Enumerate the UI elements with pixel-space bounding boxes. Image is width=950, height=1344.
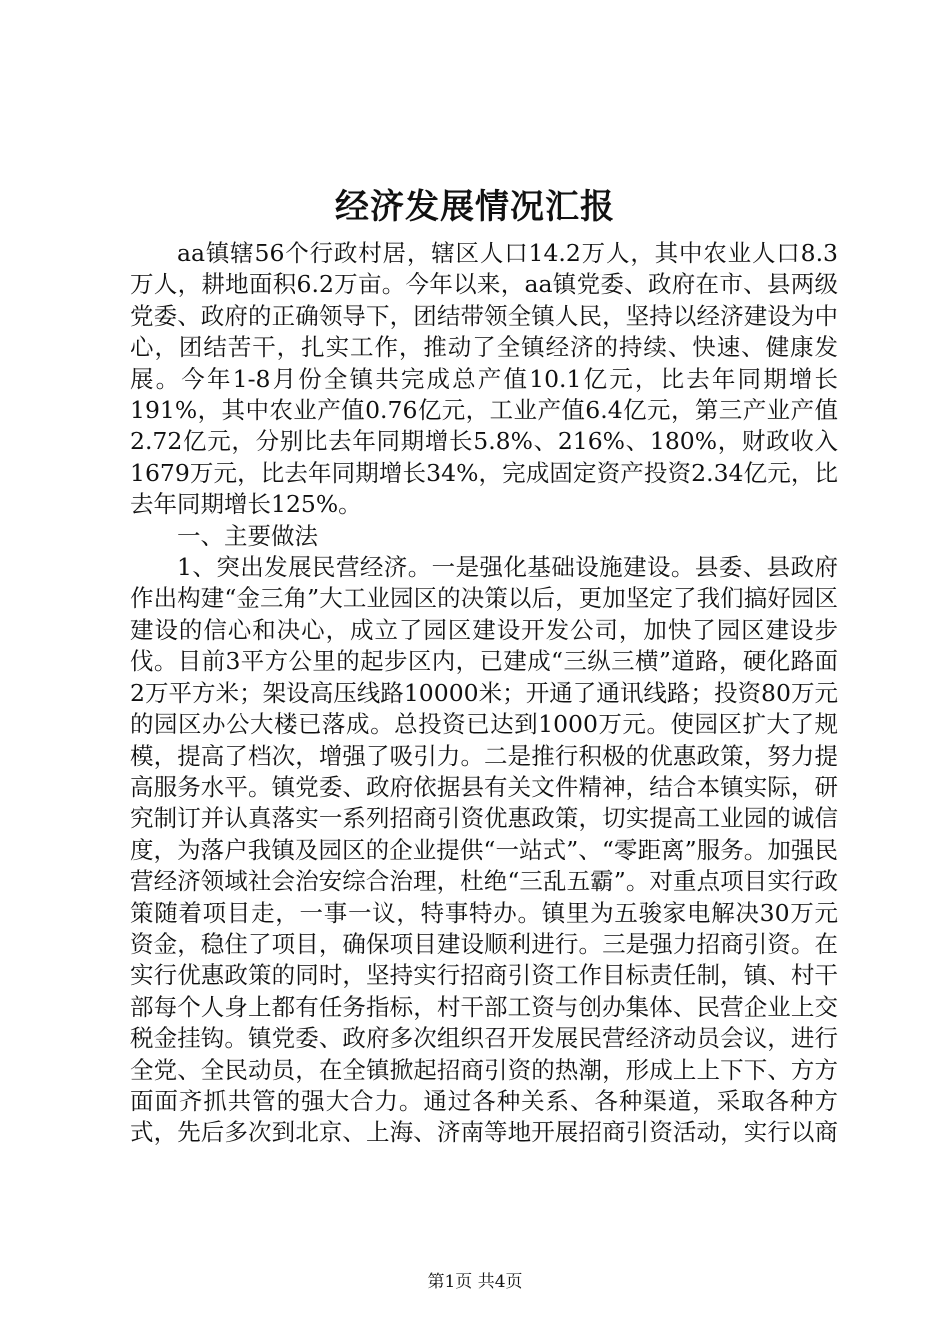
- document-title: 经济发展情况汇报: [335, 187, 615, 227]
- section-paragraph: 1、突出发展民营经济。一是强化基础设施建设。县委、县政府作出构建“金三角”大工业园区的决策以后，更加坚定了我们搞好园区建设的信心和决心，成立了园区建设开发公司，加快了园区建设步伐。目前3平方公里的起步区内，已建成“三纵三横”道路，硬化路面2万平方米；架设高压线路10000米；开通了通讯线路；投资80万元的园区办公大楼已落成。总投资已达到1000万元。使园区扩大了规模，提高了档次，增强了吸引力。二是推行积极的优惠政策，努力提高服务水平。镇党委、政府依据县有关文件精神，结合本镇实际，研究制订并认真落实一系列招商引资优惠政策，切实提高工业园的诚信度，为落户我镇及园区的企业提供“一站式”、“零距离”服务。加强民营经济领域社会治安综合治理，杜绝“三乱五霸”。对重点项目实行政策随着项目走，一事一议，特事特办。镇里为五骏家电解决30万元资金，稳住了项目，确保项目建设顺利进行。三是强力招商引资。在实行优惠政策的同时，坚持实行招商引资工作目标责任制，镇、村干部每个人身上都有任务指标，村干部工资与创办集体、民营企业上交税金挂钩。镇党委、政府多次组织召开发展民营经济动员会议，进行全党、全民动员，在全镇掀起招商引资的热潮，形成上上下下、方方面面齐抓共管的强大合力。通过各种关系、各种渠道，采取各种方式，先后多次到北京、上海、济南等地开展招商引资活动，实行以商: [130, 553, 838, 1147]
- intro-paragraph: aa镇辖56个行政村居，辖区人口14.2万人，其中农业人口8.3万人，耕地面积6.2万亩。今年以来，aa镇党委、政府在市、县两级党委、政府的正确领导下，团结带领全镇人民，坚持以经济建设为中心，团结苦干，扎实工作，推动了全镇经济的持续、快速、健康发展。今年1-8月份全镇共完成总产值10.1亿元，比去年同期增长191%，其中农业产值0.76亿元，工业产值6.4亿元，第三产业产值2.72亿元，分别比去年同期增长5.8%、216%、180%，财政收入1679万元，比去年同期增长34%，完成固定资产投资2.34亿元，比去年同期增长125%。: [130, 239, 838, 519]
- section-heading: 一、主要做法: [177, 521, 318, 550]
- page-footer: 第1页 共4页: [427, 1272, 523, 1292]
- document-body: [130, 238, 838, 1149]
